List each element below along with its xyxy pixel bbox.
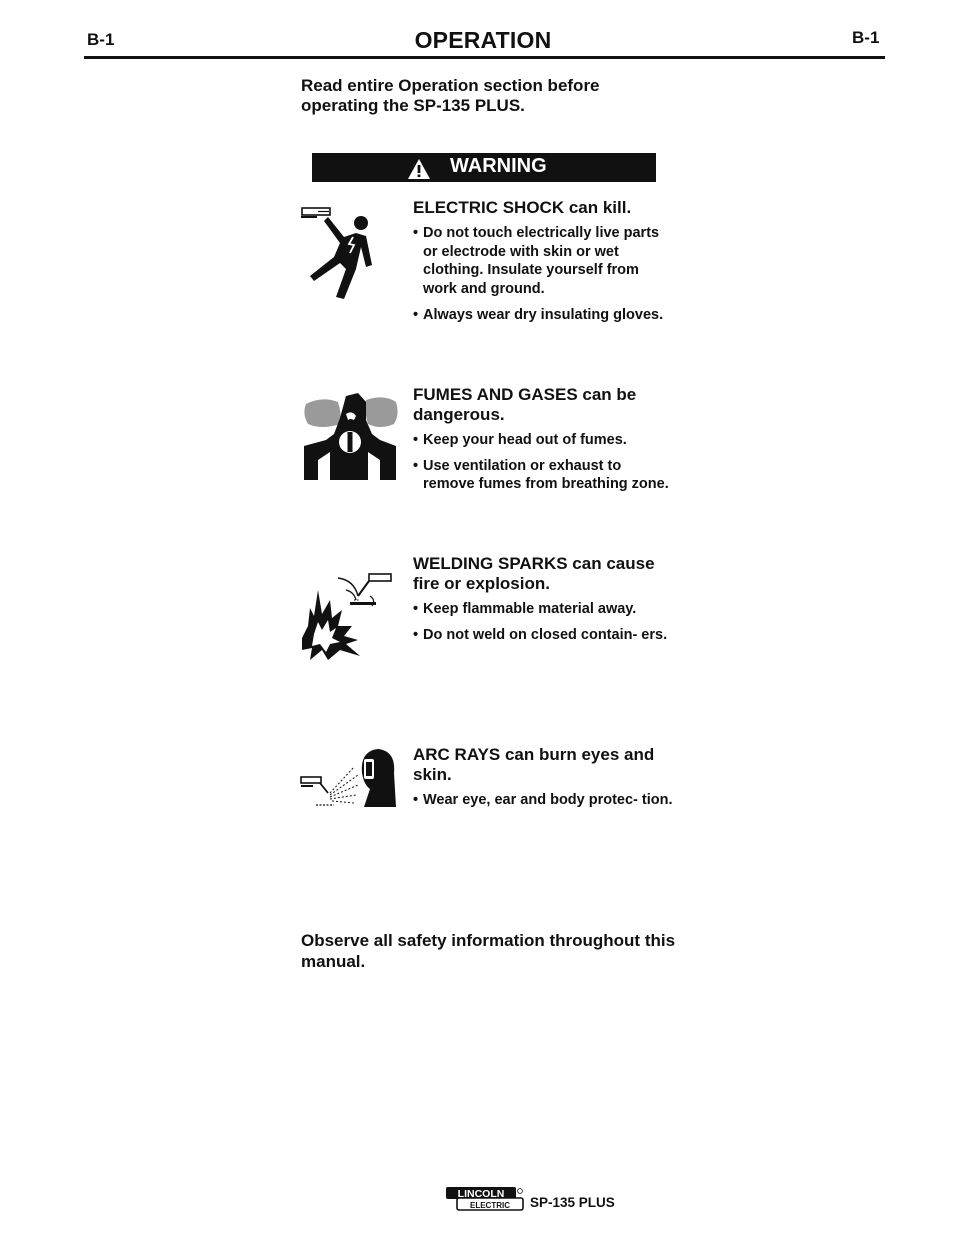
logo-bottom-text: ELECTRIC <box>470 1201 510 1210</box>
hazard-title: FUMES AND GASES can be dangerous. <box>413 385 637 424</box>
hazard-bullets <box>413 224 673 325</box>
hazard-title: WELDING SPARKS can cause fire or explosion. <box>413 554 655 593</box>
list-item: • Do not touch electrically live parts or electrode with skin or wet clothing. Insulate yourself from work and ground. <box>413 224 673 299</box>
footer <box>445 1186 645 1212</box>
list-item: • Do not weld on closed contain- ers. <box>413 626 673 645</box>
welding-sparks-icon <box>300 570 400 660</box>
hazard-fumes-gases <box>413 385 673 501</box>
warning-bar <box>312 153 656 182</box>
arc-rays-icon <box>300 745 400 811</box>
lincoln-electric-logo <box>445 1186 525 1212</box>
hazard-electric-shock <box>413 198 673 332</box>
list-item: • Keep flammable material away. <box>413 600 673 619</box>
hazard-welding-sparks <box>413 554 673 651</box>
fumes-gases-icon <box>300 390 400 482</box>
warning-label: WARNING <box>450 155 547 177</box>
hazard-arc-rays <box>413 745 673 817</box>
logo-top-text: LINCOLN <box>457 1188 505 1200</box>
hazard-bullets <box>413 791 673 810</box>
outro-text: Observe all safety information throughout this manual. <box>301 931 676 971</box>
hazard-title: ELECTRIC SHOCK can kill. <box>413 198 632 217</box>
hazard-title: ARC RAYS can burn eyes and skin. <box>413 745 655 784</box>
electric-shock-icon <box>300 203 375 303</box>
list-item: • Keep your head out of fumes. <box>413 431 673 450</box>
model-name: SP-135 PLUS <box>530 1195 615 1210</box>
hazard-bullets <box>413 600 673 644</box>
intro-text: Read entire Operation section before operating the SP-135 PLUS. <box>301 76 600 115</box>
header-rule <box>84 56 885 59</box>
warning-triangle-icon <box>407 158 431 180</box>
hazard-bullets <box>413 431 673 494</box>
list-item: • Always wear dry insulating gloves. <box>413 306 673 325</box>
page-title: OPERATION <box>414 27 552 53</box>
list-item: • Use ventilation or exhaust to remove fumes from breathing zone. <box>413 457 673 494</box>
page-number-left: B-1 <box>87 30 115 49</box>
page-number-right: B-1 <box>852 28 880 47</box>
list-item: • Wear eye, ear and body protec- tion. <box>413 791 673 810</box>
registered-mark-icon <box>518 1189 523 1194</box>
